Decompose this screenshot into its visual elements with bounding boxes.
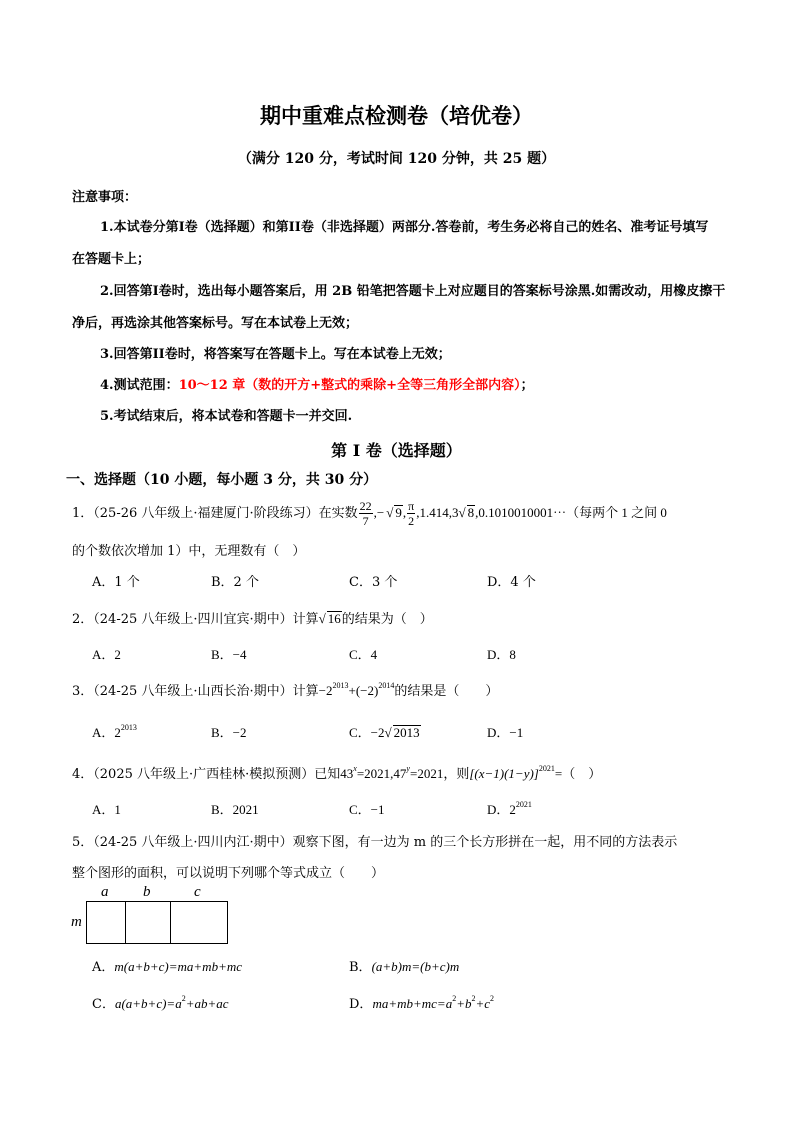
- q5-a-expr: m(a+b+c)=ma+mb+mc: [114, 959, 243, 974]
- q4-prefix: 4．（2025 八年级上·广西桂林·模拟预测）已知: [72, 767, 341, 782]
- q5-a-label: A．: [92, 960, 115, 975]
- q3-c-radicand: 2013: [393, 725, 420, 740]
- q4-expression: [(x−1)(1−y)]: [469, 766, 539, 781]
- q5-d-label: D．: [349, 997, 373, 1012]
- q1-option-c[interactable]: C．3 个: [349, 575, 398, 590]
- question-4-stem: [72, 763, 601, 782]
- question-5-stem-line-1: 5．（24-25 八年级上·四川内江·期中）观察下图，有一边为 m 的三个长方形拼在一起，用不同的方法表示: [72, 835, 678, 850]
- q1-sep1: ,−: [373, 505, 385, 520]
- fraction-22-7: [359, 499, 373, 528]
- q2-option-b[interactable]: B．−4: [211, 647, 247, 662]
- q3-a-label: A．: [92, 725, 115, 740]
- q3-prefix: 3．（24-25 八年级上·山西长治·期中）计算: [72, 684, 319, 699]
- question-5-stem-line-2: 整个图形的面积，可以说明下列哪个等式成立（ ）: [72, 866, 385, 881]
- q3-option-b[interactable]: B．−2: [211, 725, 247, 740]
- rect-divider-2: [170, 902, 171, 943]
- sqrt-sign: √: [384, 725, 392, 740]
- q1-frac1-den: 7: [362, 514, 369, 528]
- q4-d-exp: 2021: [515, 800, 532, 809]
- q4-expression-exp: 2021: [538, 764, 555, 773]
- question-1-stem: [72, 499, 667, 528]
- q4-base-43: 43: [340, 766, 354, 781]
- question-3-stem: [72, 680, 498, 699]
- sqrt-sign: √: [318, 611, 326, 626]
- q5-d-expr-mid-1: +b: [456, 996, 472, 1011]
- q4-suffix: =（ ）: [554, 766, 602, 781]
- q5-c-exp: 2: [181, 994, 186, 1003]
- figure-label-c: c: [194, 884, 201, 900]
- notice-item-2-line-1: 2.回答第I卷时，选出每小题答案后，用 2B 铅笔把答题卡上对应题目的答案标号涂黑.如需改动，用橡皮擦干: [100, 284, 726, 299]
- q1-frac2-den: 2: [408, 514, 415, 528]
- q3-option-c[interactable]: [349, 722, 421, 741]
- q3-term2-base: (−2): [355, 683, 379, 698]
- q5-option-d[interactable]: [349, 993, 494, 1012]
- q1-option-b[interactable]: B．2 个: [211, 575, 259, 590]
- notice-item-4: [100, 374, 534, 393]
- question-2-stem: [72, 608, 433, 627]
- q3-option-d[interactable]: D．−1: [487, 725, 524, 740]
- q2-option-c[interactable]: C．4: [349, 647, 378, 662]
- q3-c-coef: −2: [370, 725, 385, 740]
- q4-d-label: D．: [487, 802, 510, 817]
- q1-sep2: ,: [402, 505, 407, 520]
- q4-d-base: 2: [509, 802, 516, 817]
- q5-d-expr-pre: ma+mb+mc=a: [372, 996, 453, 1011]
- q1-option-d[interactable]: D．4 个: [487, 575, 536, 590]
- rect-divider-1: [125, 902, 126, 943]
- q5-c-expr-post: +ab+ac: [185, 996, 229, 1011]
- q3-a-exp: 2013: [120, 723, 137, 732]
- q2-option-a[interactable]: A．2: [92, 647, 121, 662]
- notice-item-3: 3.回答第II卷时，将答案写在答题卡上。写在本试卷上无效；: [100, 347, 451, 362]
- q1-option-a[interactable]: A．1 个: [92, 575, 140, 590]
- q4-option-a[interactable]: A．1: [92, 802, 121, 817]
- q3-term2-exp: 2014: [378, 681, 395, 690]
- q4-option-b[interactable]: B．2021: [211, 802, 259, 817]
- page-subtitle: （满分 120 分，考试时间 120 分钟，共 25 题）: [237, 151, 556, 167]
- figure-label-a: a: [101, 884, 109, 900]
- q4-eq1: =2021,47: [356, 766, 407, 781]
- q5-d-expr-mid-2: +c: [475, 996, 491, 1011]
- q5-c-label: C．: [92, 997, 115, 1012]
- q5-b-expr: (a+b)m=(b+c)m: [371, 959, 460, 974]
- q3-a-base: 2: [114, 725, 121, 740]
- q2-radicand: 16: [327, 611, 341, 626]
- q2-suffix: 的结果为（ ）: [341, 612, 433, 627]
- sqrt-sign: √: [386, 505, 394, 520]
- q4-exp-y: y: [406, 764, 410, 773]
- notice-item-5: 5.考试结束后，将本试卷和答题卡一并交回.: [100, 409, 353, 424]
- q4-eq2: =2021，则: [409, 766, 470, 781]
- notice-item-4-suffix: ；: [520, 378, 534, 393]
- q5-option-c[interactable]: [92, 993, 229, 1012]
- q5-option-b[interactable]: [349, 956, 459, 975]
- q4-option-c[interactable]: C．−1: [349, 802, 385, 817]
- q5-d-exp-2: 2: [471, 994, 476, 1003]
- q4-option-d[interactable]: [487, 799, 532, 818]
- q3-term1-base: −2: [318, 683, 333, 698]
- q1-frac1-num: 22: [359, 499, 372, 513]
- q5-d-exp-1: 2: [452, 994, 457, 1003]
- notice-item-4-prefix: 4.测试范围：: [100, 378, 179, 393]
- q1-tail: ,0.1010010001⋯（每两个 1 之间 0: [475, 505, 667, 520]
- q3-term1-exp: 2013: [332, 681, 349, 690]
- q3-c-label: C．: [349, 725, 371, 740]
- page-title: 期中重难点检测卷（培优卷）: [260, 103, 533, 128]
- three-rectangles-figure: [86, 901, 228, 944]
- notice-item-1-line-2: 在答题卡上；: [72, 252, 151, 267]
- q5-option-a[interactable]: [92, 956, 242, 975]
- notice-item-1-line-1: 1.本试卷分第I卷（选择题）和第II卷（非选择题）两部分.答卷前，考生务必将自己的姓名、准考证号填写: [100, 220, 709, 235]
- q3-plus: +: [348, 683, 356, 698]
- q1-frac2-num: π: [408, 499, 415, 513]
- test-range-highlight: 10～12 章（数的开方+整式的乘除+全等三角形全部内容）: [178, 378, 521, 393]
- q5-d-exp-3: 2: [490, 994, 495, 1003]
- section-title: 第 I 卷（选择题）: [331, 441, 462, 460]
- notice-heading: 注意事项：: [72, 190, 138, 205]
- q3-option-a[interactable]: [92, 722, 137, 741]
- q3-suffix: 的结果是（ ）: [394, 684, 499, 699]
- fraction-pi-2: [407, 499, 415, 528]
- q2-prefix: 2．（24-25 八年级上·四川宜宾·期中）计算: [72, 612, 319, 627]
- q5-b-label: B．: [349, 960, 372, 975]
- q1-radicand-2: 8: [467, 505, 475, 520]
- figure-label-m: m: [71, 914, 82, 930]
- question-1-stem-line-2: 的个数依次增加 1）中，无理数有（ ）: [72, 544, 306, 559]
- figure-label-b: b: [143, 884, 151, 900]
- q1-mid: ,1.414,3: [416, 505, 459, 520]
- q5-c-expr-pre: a(a+b+c)=a: [114, 996, 182, 1011]
- q2-option-d[interactable]: D．8: [487, 647, 516, 662]
- part-1-heading: 一、选择题（10 小题，每小题 3 分，共 30 分）: [66, 472, 378, 488]
- notice-item-2-line-2: 净后，再选涂其他答案标号。写在本试卷上无效；: [72, 316, 359, 331]
- q1-prefix: 1．（25-26 八年级上·福建厦门·阶段练习）在实数: [72, 506, 358, 521]
- q4-exp-x: x: [353, 764, 357, 773]
- sqrt-sign: √: [458, 505, 466, 520]
- q1-radicand-1: 9: [395, 505, 402, 520]
